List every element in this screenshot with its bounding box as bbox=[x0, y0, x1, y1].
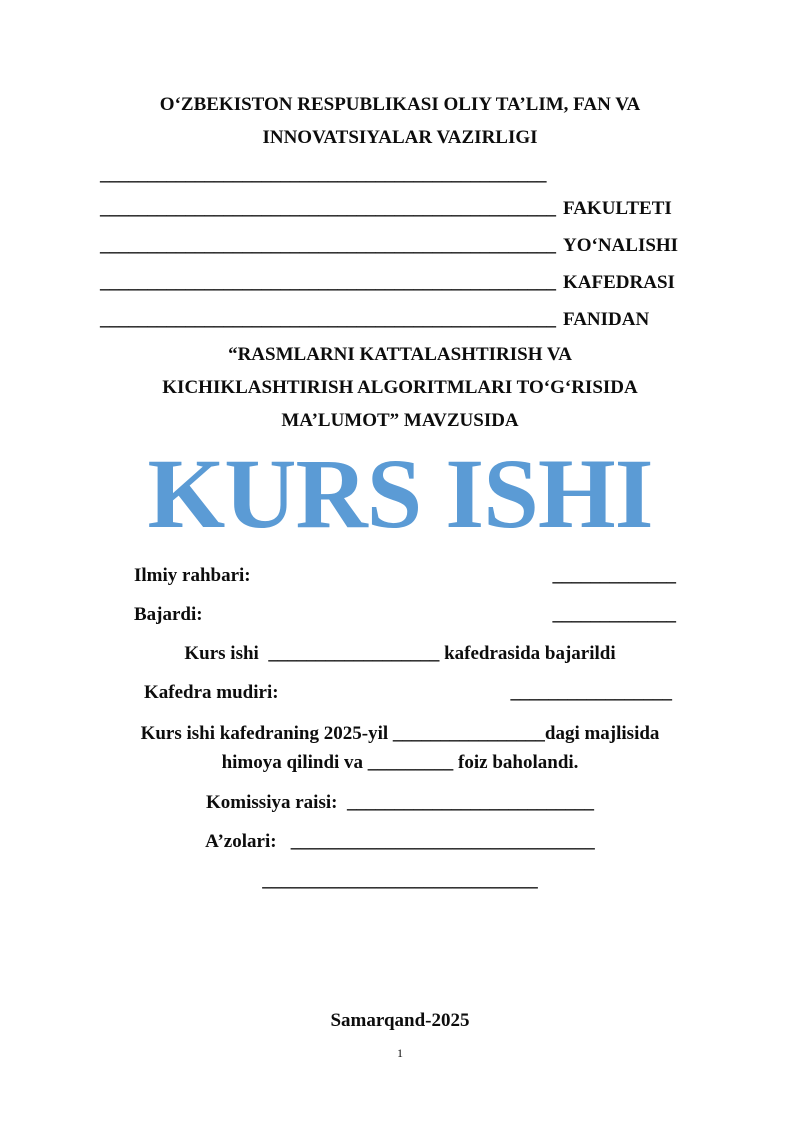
defense-statement-line2: himoya qilindi va _________ foiz baholandi. bbox=[221, 752, 579, 773]
ministry-header-line2: INNOVATSIYALAR VAZIRLIGI bbox=[262, 127, 538, 148]
commission-chair-row: Komissiya raisi: __________________________ bbox=[206, 792, 594, 813]
direction-line bbox=[100, 227, 700, 264]
ministry-header-line1: O‘ZBEKISTON RESPUBLIKASI OLIY TA’LIM, FAN VA bbox=[159, 94, 641, 115]
page-number: 1 bbox=[397, 1046, 403, 1060]
subject-label: FANIDAN bbox=[563, 309, 650, 330]
course-title: KURS ISHI bbox=[147, 438, 653, 549]
topic-line2: KICHIKLASHTIRISH ALGORITMLARI TO‘G‘RISIDA bbox=[162, 377, 638, 398]
department-head-row bbox=[100, 680, 700, 706]
faculty-blank: ________________________________________________ bbox=[100, 198, 556, 219]
direction-label: YO‘NALISHI bbox=[563, 235, 679, 256]
topic-line3: MA’LUMOT” MAVZUSIDA bbox=[281, 410, 519, 431]
subject-blank: ________________________________________________ bbox=[100, 309, 556, 330]
direction-blank: ________________________________________________ bbox=[100, 235, 556, 256]
members-row: A’zolari: ________________________________ bbox=[205, 831, 595, 852]
department-label: KAFEDRASI bbox=[563, 272, 675, 293]
city-year: Samarqand-2025 bbox=[330, 1010, 470, 1031]
department-head-label: Kafedra mudiri: bbox=[144, 682, 279, 703]
signature-form bbox=[100, 563, 700, 894]
supervisor-blank: _____________ bbox=[552, 565, 676, 586]
supervisor-label: Ilmiy rahbari: bbox=[134, 565, 251, 586]
author-label: Bajardi: bbox=[134, 604, 203, 625]
done-at-department-row: Kurs ishi __________________ kafedrasida bajarildi bbox=[184, 643, 616, 664]
ministry-header bbox=[100, 0, 700, 154]
defense-statement-line1: Kurs ishi kafedraning 2025-yil ________________dagi majlisida bbox=[140, 723, 660, 744]
author-blank: _____________ bbox=[552, 604, 676, 625]
department-line bbox=[100, 264, 700, 301]
supervisor-row bbox=[100, 563, 700, 589]
faculty-label: FAKULTETI bbox=[563, 198, 672, 219]
department-blank: ________________________________________________ bbox=[100, 272, 556, 293]
subject-line bbox=[100, 301, 700, 338]
institution-blank-line: _______________________________________________ bbox=[100, 164, 547, 185]
topic-block bbox=[100, 338, 700, 437]
defense-statement bbox=[100, 719, 700, 777]
author-row bbox=[100, 602, 700, 628]
members-extra-blank: _____________________________ bbox=[262, 870, 538, 891]
faculty-line bbox=[100, 190, 700, 227]
topic-line1: “RASMLARNI KATTALASHTIRISH VA bbox=[228, 344, 572, 365]
department-head-blank: _________________ bbox=[510, 682, 672, 703]
